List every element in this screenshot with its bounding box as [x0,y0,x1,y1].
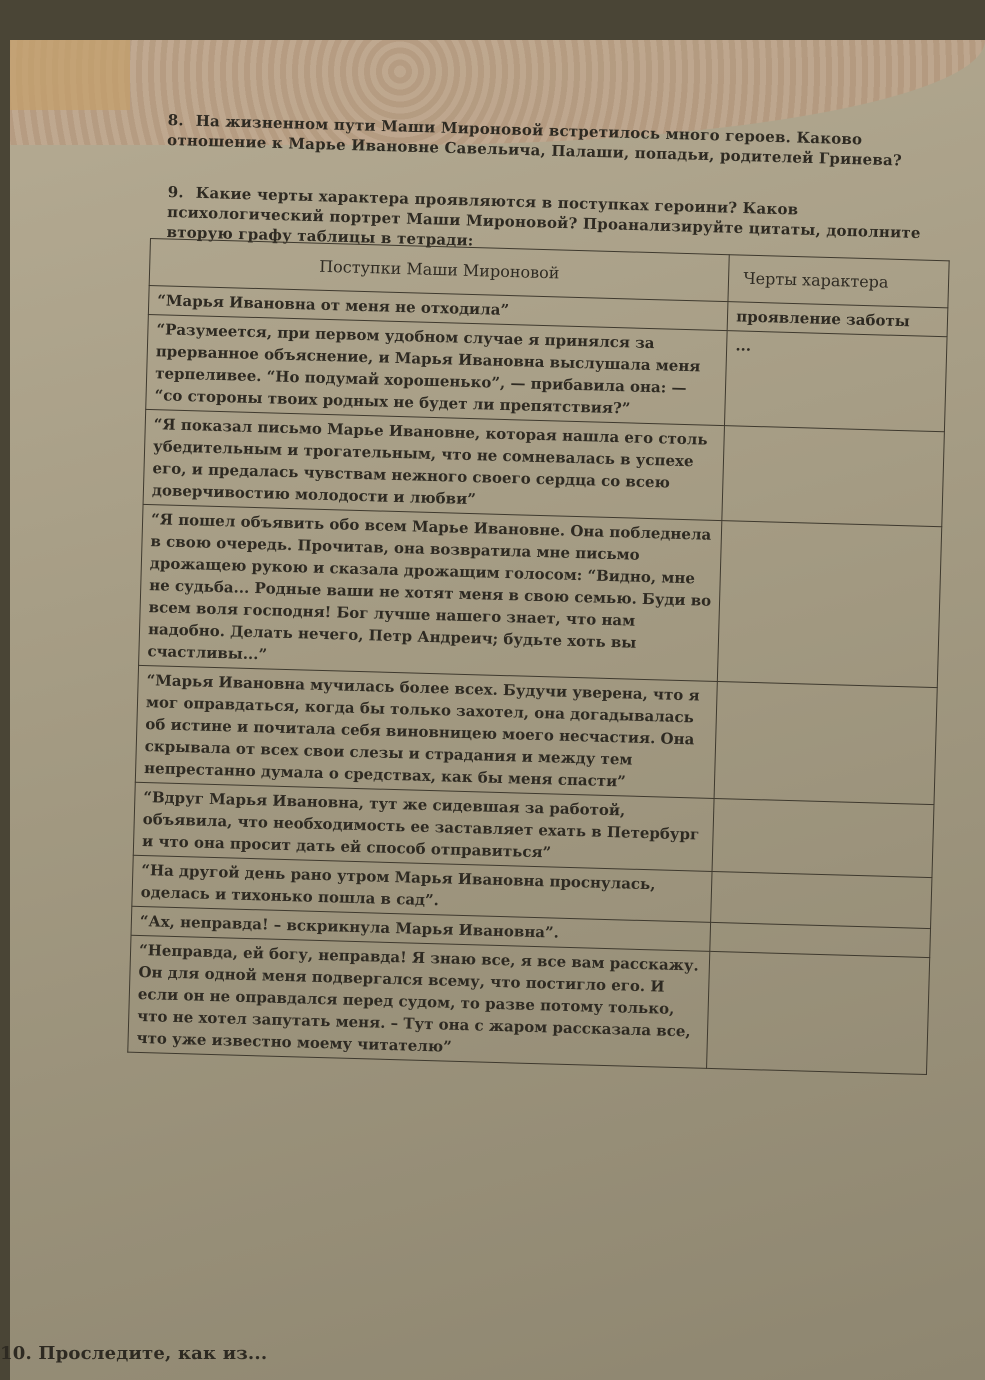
quote-cell: “Неправда, ей богу, неправда! Я знаю все, я все вам расскажу. Он для одной меня подвергался всему, что постигло его. И если он не оправдался перед судом, то разве потому только, что не хотел запутать меня. – Тут она с жаром рассказала все, что уже известно моему читателю” [128,935,710,1068]
quote-cell: “Разумеется, при первом удобном случае я принялся за прерванное объяснение, и Марья Ивановна выслушала меня терпеливее. “Но подумай хорошенько”, — прибавила она: — “со стороны твоих родных не будет ли препятствия?” [146,314,728,425]
task-10-number: 10. [0,1343,32,1364]
task-10-text: Проследите, как из... [38,1343,268,1364]
trait-cell[interactable] [707,951,930,1074]
table-row [135,665,937,804]
task-8-text: На жизненном пути Маши Мироновой встретилось много героев. Каково отношение к Марье Ивановне Савельича, Палаши, попадьи, родителей Гринева? [166,111,903,170]
trait-cell[interactable] [711,871,932,928]
quotes-table-wrapper [127,238,949,1075]
task-9-number: 9. [167,182,185,202]
trait-cell[interactable]: ... [725,331,947,432]
task-10 [0,1344,500,1364]
header-traits: Черты характера [728,255,949,308]
quote-cell: “На другой день рано утром Марья Ивановна проснулась, оделась и тихонько пошла в сад”. [132,855,712,922]
task-9-text: Какие черты характера проявляются в поступках героини? Каков психологический портрет Маши Мироновой? Проанализируйте цитаты, дополните вторую графу таблицы в тетради: [166,183,921,250]
trait-cell[interactable]: проявление заботы [727,302,947,337]
trait-cell[interactable] [714,682,937,805]
trait-cell[interactable] [718,521,942,688]
trait-cell[interactable] [722,426,944,527]
quote-cell: “Марья Ивановна мучилась более всех. Будучи уверена, что я мог оправдаться, когда бы только захотел, она догадывалась об истине и почитала себя виновницею моего несчастия. Она скрывала от всех свои слезы и страдания и между тем непрестанно думала о средствах, как бы меня спасти” [135,665,717,798]
quote-cell: “Вдруг Марья Ивановна, тут же сидевшая за работой, объявила, что необходимость ее заставляет ехать в Петербург и что она просит дать ей способ отправиться” [133,782,714,871]
quote-cell: “Марья Ивановна от меня не отходила” [148,285,728,330]
trait-cell[interactable] [712,798,934,877]
quote-cell: “Ах, неправда! – вскрикнула Марья Ивановна”. [131,906,711,951]
quote-cell: “Я пошел объявить обо всем Марье Ивановне. Она побледнела в свою очередь. Прочитав, она возвратила мне письмо дрожащею рукою и сказала дрожащим голосом: “Видно, мне не судьба... Родные ваши не хотят меня в свою семью. Буди во всем воля господня! Бог лучше нашего знает, что нам надобно. Делать нечего, Петр Андреич; будьте хоть вы счастливы...” [139,504,723,681]
quotes-table [127,238,949,1075]
table-row [128,935,930,1074]
task-8-number: 8. [167,110,185,130]
page-tab [10,40,130,110]
quote-cell: “Я показал письмо Марье Ивановне, которая нашла его столь убедительным и трогательным, что не сомневалась в успехе его, и предалась чувствам нежного своего сердца со всею доверчивостию молодости и любви” [143,409,725,520]
table-row [139,504,942,687]
header-actions: Поступки Маши Мироновой [149,239,729,302]
